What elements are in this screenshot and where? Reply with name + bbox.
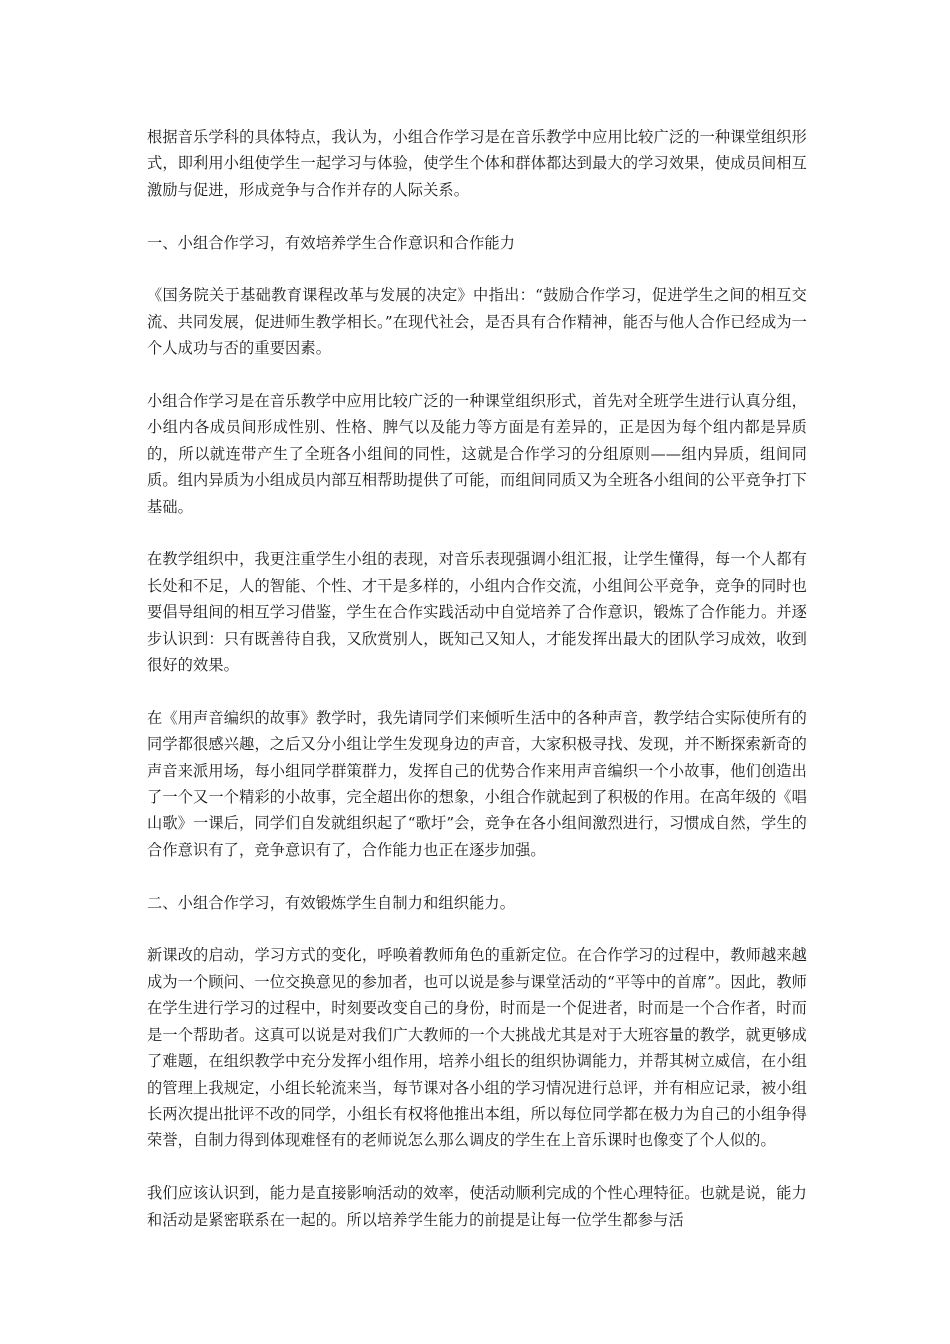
paragraph-organization: 在教学组织中，我更注重学生小组的表现，对音乐表现强调小组汇报，让学生懂得，每一个人都有长处和不足，人的智能、个性、才干是多样的，小组内合作交流，小组间公平竞争，竞争的同时也要倡导组间的相互学习借鉴，学生在合作实践活动中自觉培养了合作意识，锻炼了合作能力。并逐步认识到：只有既善待自我，又欣赏别人，既知己又知人，才能发挥出最大的团队学习成效，收到很好的效果。: [147, 550, 807, 675]
section-heading-2: 二、小组合作学习，有效锻炼学生自制力和组织能力。: [147, 893, 516, 912]
document-body: [147, 124, 807, 1259]
section-heading-1: 一、小组合作学习，有效培养学生合作意识和合作能力: [147, 233, 516, 252]
paragraph-teacher-role: 新课改的启动，学习方式的变化，呼唤着教师角色的重新定位。在合作学习的过程中，教师越来越成为一个顾问、一位交换意见的参加者，也可以说是参与课堂活动的“平等中的首席”。因此，教师在学生进行学习的过程中，时刻要改变自己的身份，时而是一个促进者，时而是一个合作者，时而是一个帮助者。这真可以说是对我们广大教师的一个大挑战尤其是对于大班容量的教学，就更够成了难题，在组织教学中充分发挥小组作用，培养小组长的组织协调能力，并帮其树立威信，在小组的管理上我规定，小组长轮流来当，每节课对各小组的学习情况进行总评，并有相应记录，被小组长两次提出批评不改的同学，小组长有权将他推出本组，所以每位同学都在极力为自己的小组争得荣誉，自制力得到体现难怪有的老师说怎么那么调皮的学生在上音乐课时也像变了个人似的。: [147, 946, 808, 1150]
paragraph-quote: 《国务院关于基础教育课程改革与发展的决定》中指出：“鼓励合作学习，促进学生之间的相互交流、共同发展，促进师生教学相长。”在现代社会，是否具有合作精神，能否与他人合作已经成为一个人成功与否的重要因素。: [147, 286, 807, 358]
paragraph-intro: 根据音乐学科的具体特点，我认为，小组合作学习是在音乐教学中应用比较广泛的一种课堂组织形式，即利用小组使学生一起学习与体验，使学生个体和群体都达到最大的学习效果，使成员间相互激励与促进，形成竞争与合作并存的人际关系。: [147, 128, 807, 199]
paragraph-ability: 我们应该认识到，能力是直接影响活动的效率，使活动顺利完成的个性心理特征。也就是说，能力和活动是紧密联系在一起的。所以培养学生能力的前提是让每一位学生都参与活: [147, 1184, 807, 1229]
paragraph-grouping: 小组合作学习是在音乐教学中应用比较广泛的一种课堂组织形式，首先对全班学生进行认真分组，小组内各成员间形成性别、性格、脾气以及能力等方面是有差异的，正是因为每个组内都是异质的，所以就连带产生了全班各小组间的同性，这就是合作学习的分组原则——组内异质，组间同质。组内异质为小组成员内部互相帮助提供了可能，而组间同质又为全班各小组间的公平竞争打下基础。: [147, 392, 807, 516]
paragraph-example: 在《用声音编织的故事》教学时，我先请同学们来倾听生活中的各种声音，教学结合实际使所有的同学都很感兴趣，之后又分小组让学生发现身边的声音，大家积极寻找、发现，并不断探索新奇的声音来派用场，每小组同学群策群力，发挥自己的优势合作来用声音编织一个小故事，他们创造出了一个又一个精彩的小故事，完全超出你的想象，小组合作就起到了积极的作用。在高年级的《唱山歌》一课后，同学们自发就组织起了“歌圩”会，竞争在各小组间激烈进行，习惯成自然，学生的合作意识有了，竞争意识有了，合作能力也正在逐步加强。: [147, 708, 808, 859]
